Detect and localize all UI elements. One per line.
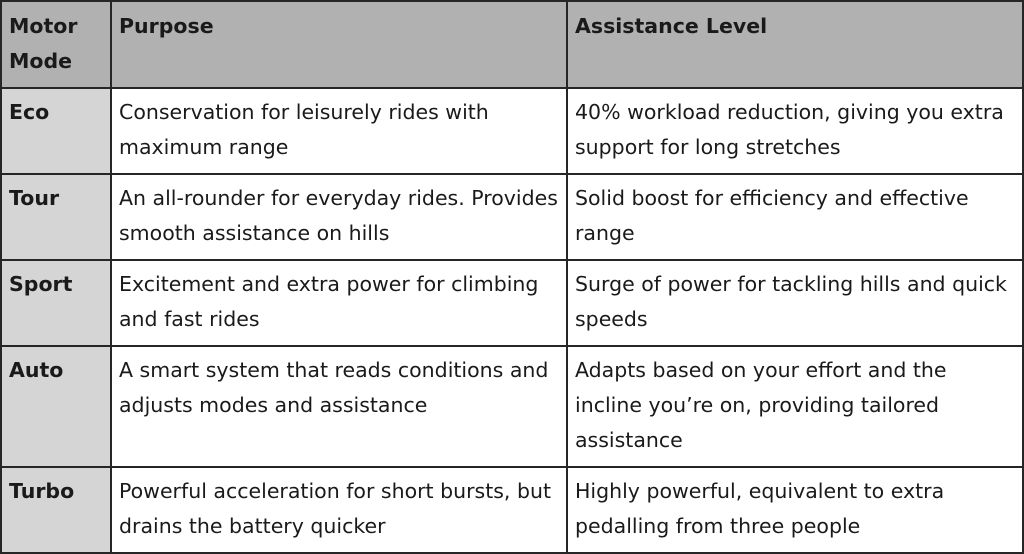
purpose-cell: Conservation for leisurely rides with maximum range	[111, 88, 567, 174]
assistance-cell: Solid boost for efficiency and effective range	[567, 174, 1023, 260]
header-assistance-level: Assistance Level	[567, 1, 1023, 88]
mode-cell: Sport	[1, 260, 111, 346]
table-row	[1, 467, 1023, 553]
purpose-cell: An all-rounder for everyday rides. Provides smooth assistance on hills	[111, 174, 567, 260]
header-motor-mode: Motor Mode	[1, 1, 111, 88]
table-row	[1, 260, 1023, 346]
purpose-cell: Powerful acceleration for short bursts, but drains the battery quicker	[111, 467, 567, 553]
table-row	[1, 174, 1023, 260]
assistance-cell: 40% workload reduction, giving you extra support for long stretches	[567, 88, 1023, 174]
mode-cell: Auto	[1, 346, 111, 467]
purpose-cell: Excitement and extra power for climbing and fast rides	[111, 260, 567, 346]
table-row	[1, 88, 1023, 174]
assistance-cell: Surge of power for tackling hills and quick speeds	[567, 260, 1023, 346]
purpose-cell: A smart system that reads conditions and adjusts modes and assistance	[111, 346, 567, 467]
header-row	[1, 1, 1023, 88]
mode-cell: Turbo	[1, 467, 111, 553]
mode-cell: Tour	[1, 174, 111, 260]
assistance-cell: Adapts based on your effort and the incline you’re on, providing tailored assistance	[567, 346, 1023, 467]
table-row	[1, 346, 1023, 467]
header-purpose: Purpose	[111, 1, 567, 88]
assistance-cell: Highly powerful, equivalent to extra pedalling from three people	[567, 467, 1023, 553]
mode-cell: Eco	[1, 88, 111, 174]
